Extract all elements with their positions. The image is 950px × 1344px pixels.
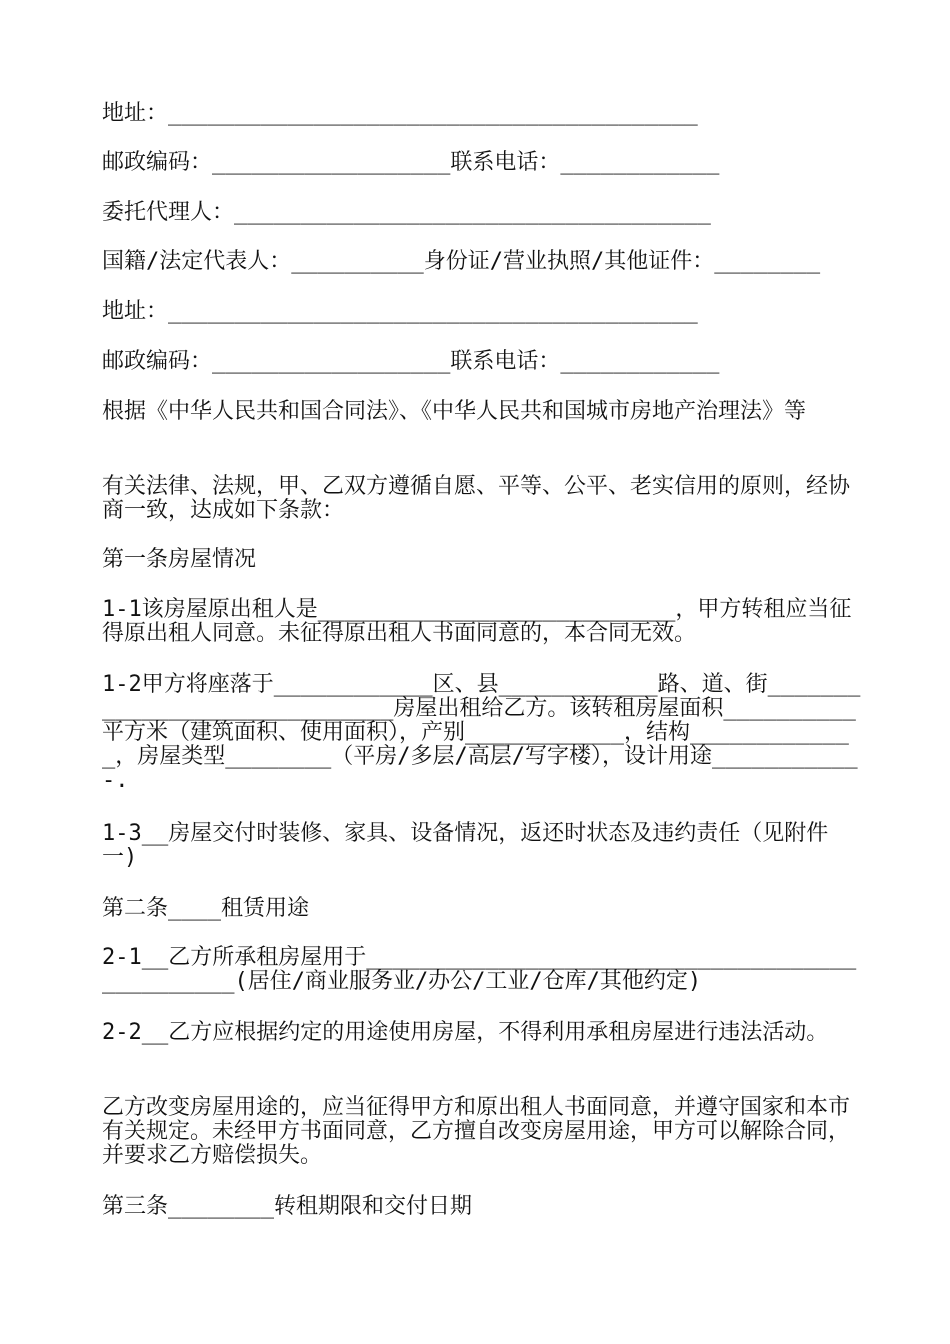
address-line-2: 地址：________________________________________ [102, 299, 698, 324]
agent-line: 委托代理人：____________________________________ [102, 200, 711, 225]
article-2-heading: 第二条____租赁用途 [102, 896, 309, 921]
nationality-id-line: 国籍/法定代表人：__________身份证/营业执照/其他证件：________ [102, 249, 821, 274]
principles-paragraph: 有关法律、法规，甲、乙双方遵循自愿、平等、公平、老实信用的原则，经协商一致，达成如下条款： [102, 474, 851, 523]
postal-phone-line: 邮政编码：__________________联系电话：____________ [102, 150, 720, 175]
clause-1-3: 1-3__房屋交付时装修、家具、设备情况，返还时状态及违约责任（见附件一) [102, 821, 829, 870]
postal-phone-line-2: 邮政编码：__________________联系电话：____________ [102, 349, 720, 374]
clause-1-2: 1-2甲方将座落于____________区、县____________路、道、街_____________________________房屋出租给乙方。该转租房屋面积__________平方米（建筑面积、使用面积），产别____________，结构_____________，房屋类型________（平房/多层/高层/写字楼），设计用途___________-. [102, 672, 861, 793]
clause-1-1: 1-1该房屋原出租人是___________________________，甲方转租应当征得原出租人同意。未征得原出租人书面同意的，本合同无效。 [102, 597, 852, 646]
clause-2-1: 2-1__乙方所承租房屋用于_______________________________________________(居住/商业服务业/办公/工业/仓库/其他约定) [102, 945, 857, 994]
article-3-heading: 第三条________转租期限和交付日期 [102, 1194, 472, 1219]
clause-2-2: 2-2__乙方应根据约定的用途使用房屋，不得利用承租房屋进行违法活动。 [102, 1020, 829, 1045]
legal-basis-paragraph: 根据《中华人民共和国合同法》、《中华人民共和国城市房地产治理法》等 [102, 399, 807, 424]
address-line: 地址：________________________________________ [102, 101, 698, 126]
usage-change-paragraph: 乙方改变房屋用途的，应当征得甲方和原出租人书面同意，并遵守国家和本市有关规定。未经甲方书面同意，乙方擅自改变房屋用途，甲方可以解除合同，并要求乙方赔偿损失。 [102, 1095, 851, 1168]
article-1-heading: 第一条房屋情况 [102, 547, 257, 572]
